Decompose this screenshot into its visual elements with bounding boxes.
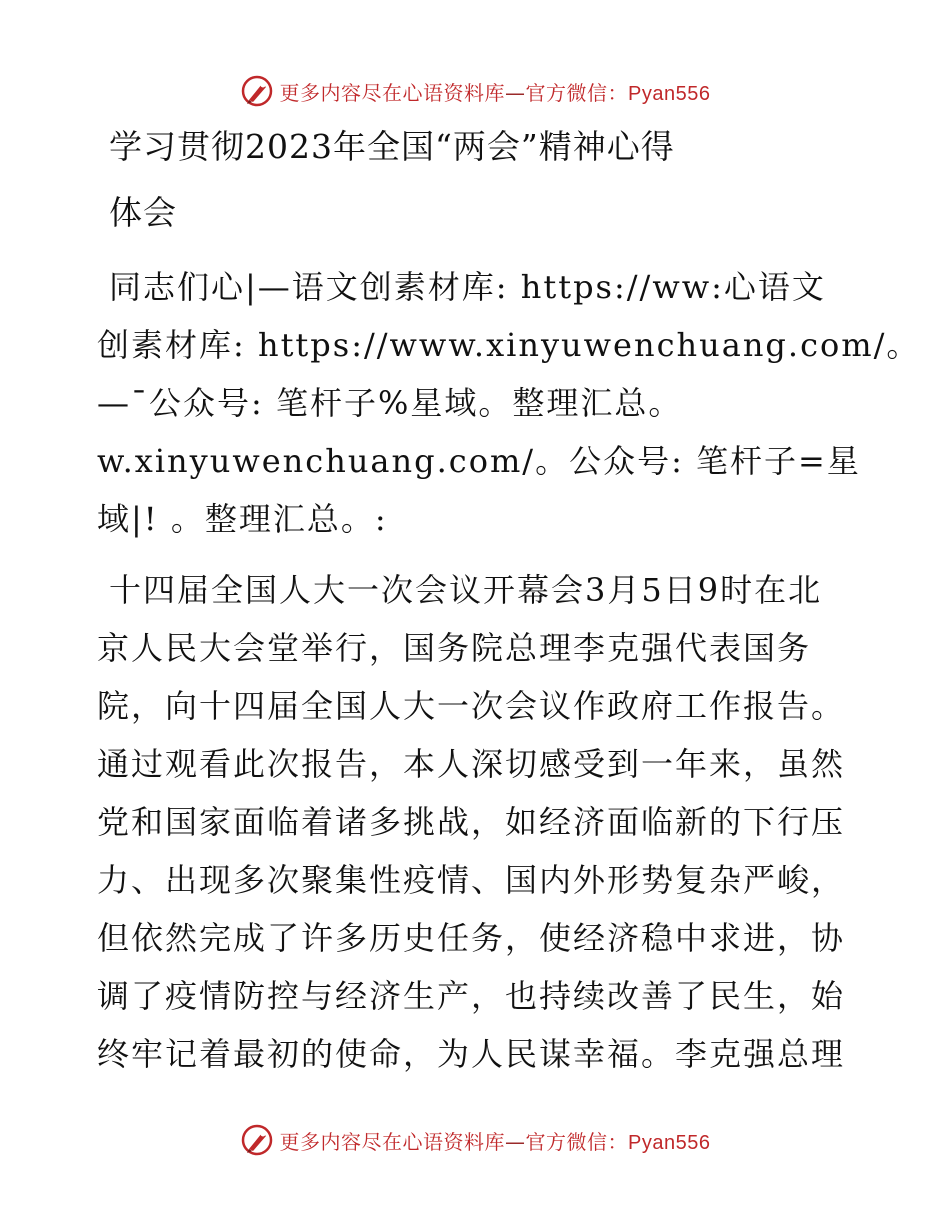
paragraph-1-line: 同志们心|—语文创素材库: https://ww:心语文 (109, 268, 826, 306)
footer-banner-inner (240, 1123, 711, 1157)
document-title-line-1: 学习贯彻2023年全国“两会”精神心得 (109, 127, 675, 166)
paragraph-2-line: 院，向十四届全国人大一次会议作政府工作报告。 (97, 687, 846, 725)
paragraph-1-line: 域|! 。整理汇总。: (97, 500, 388, 538)
banner-promo-text: 更多内容尽在心语资料库 (279, 1129, 506, 1154)
pen-nib-logo-icon (240, 74, 274, 108)
paragraph-2-line: 京人民大会堂举行，国务院总理李克强代表国务 (97, 629, 812, 667)
paragraph-2-line: 但依然完成了许多历史任务，使经济稳中求进，协 (97, 919, 846, 957)
banner-wechat-id: Pyan556 (628, 82, 711, 105)
paragraph-1-line: —¯公众号: 笔杆子%星域。整理汇总。 (97, 384, 683, 422)
banner-separator: — (505, 80, 526, 105)
paragraph-1 (97, 258, 921, 548)
banner-separator: — (505, 1129, 526, 1154)
paragraph-2-line: 力、出现多次聚集性疫情、国内外形势复杂严峻， (97, 861, 846, 899)
paragraph-2-line: 调了疫情防控与经济生产，也持续改善了民生，始 (97, 977, 846, 1015)
document-title-line-2: 体会 (109, 193, 177, 232)
paragraph-2-line: 终牢记着最初的使命，为人民谋幸福。李克强总理 (97, 1035, 846, 1073)
pen-nib-logo-icon (240, 1123, 274, 1157)
document-body (97, 120, 921, 1083)
banner-text (280, 77, 711, 106)
banner-official-label: 官方微信： (525, 80, 629, 105)
banner-promo-text: 更多内容尽在心语资料库 (279, 80, 506, 105)
paragraph-2-line: 通过观看此次报告，本人深切感受到一年来，虽然 (97, 745, 846, 783)
paragraph-1-line: w.xinyuwenchuang.com/。公众号: 笔杆子=星 (97, 442, 861, 480)
header-banner (0, 71, 950, 111)
header-banner-inner (240, 74, 711, 108)
paragraph-2 (97, 561, 857, 1083)
banner-wechat-id: Pyan556 (628, 1131, 711, 1154)
footer-banner (0, 1120, 950, 1160)
banner-official-label: 官方微信： (525, 1129, 629, 1154)
banner-text (280, 1126, 711, 1155)
paragraph-2-line: 十四届全国人大一次会议开幕会3月5日9时在北 (109, 571, 823, 609)
paragraph-1-line: 创素材库: https://www.xinyuwenchuang.com/。 (97, 326, 921, 364)
paragraph-2-line: 党和国家面临着诸多挑战，如经济面临新的下行压 (97, 803, 846, 841)
